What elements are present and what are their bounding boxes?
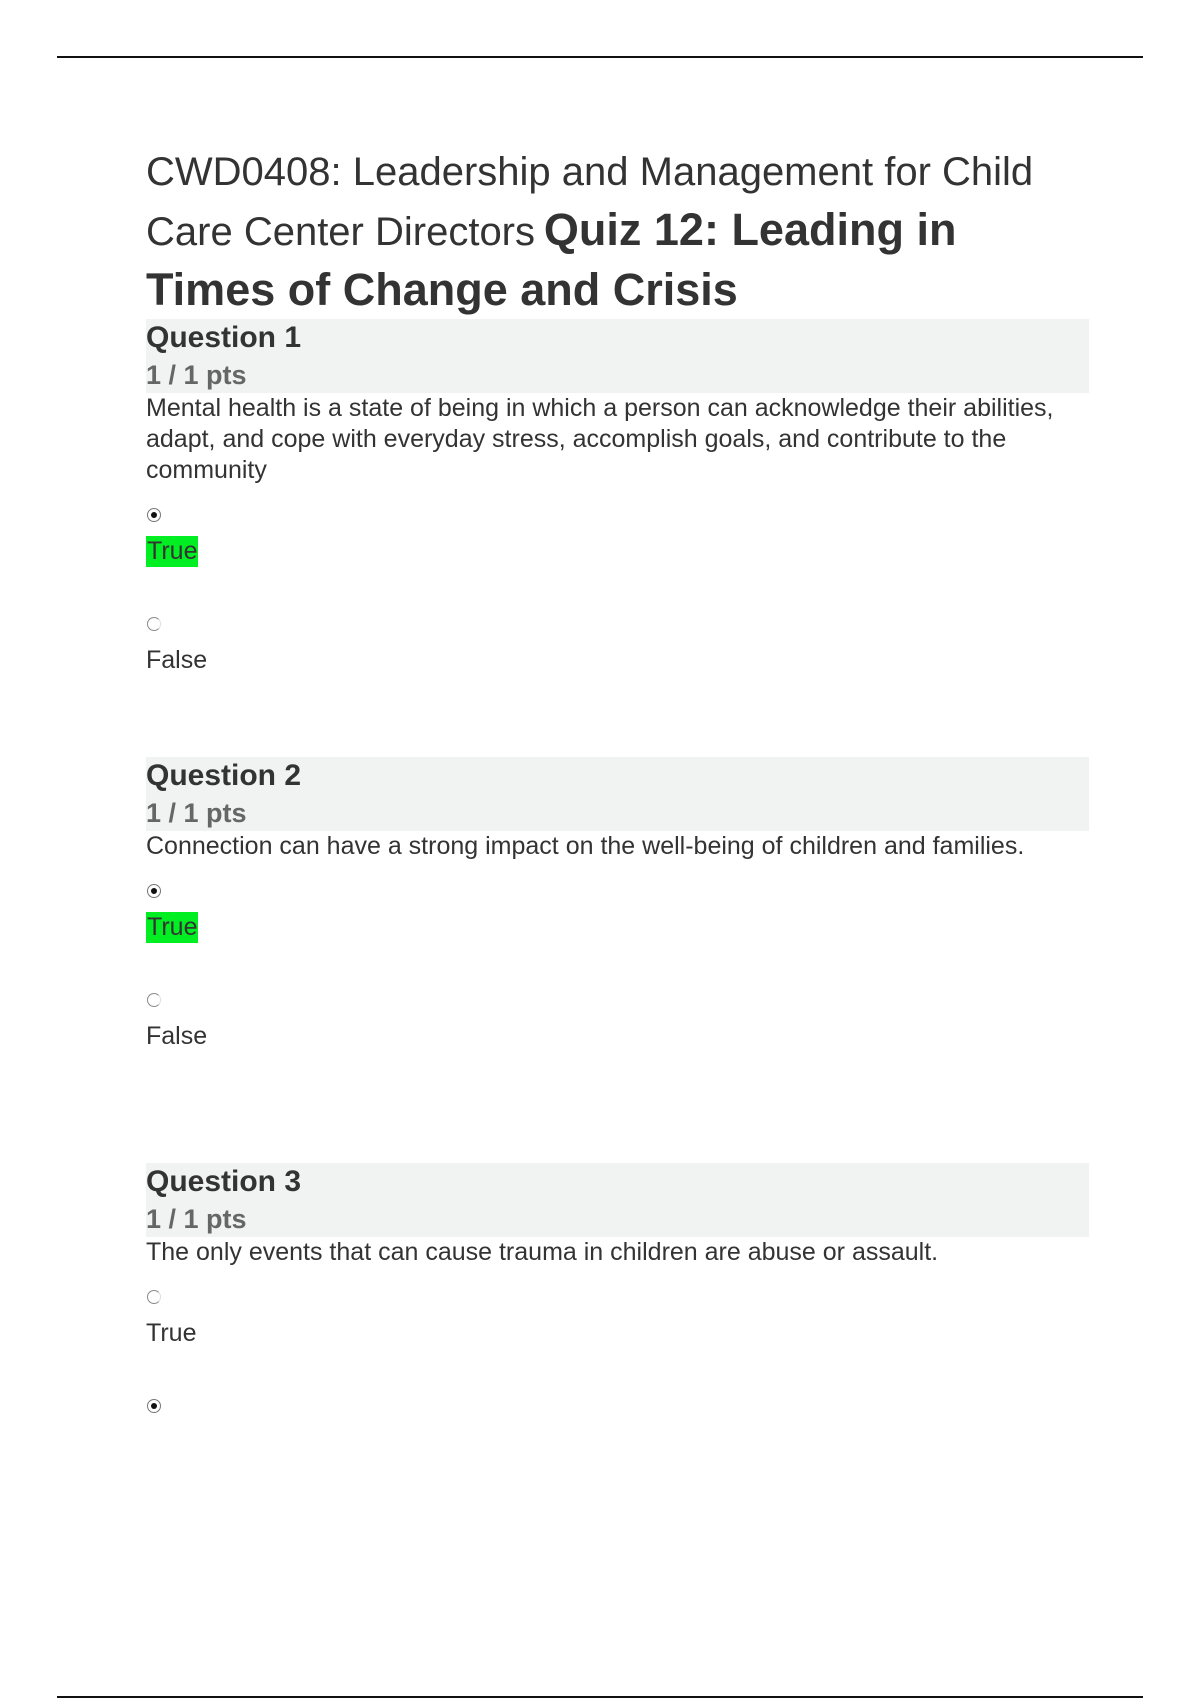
question-points: 1 / 1 pts — [146, 1204, 247, 1234]
answer-label: True — [146, 1319, 197, 1347]
question-points: 1 / 1 pts — [146, 360, 247, 390]
answer-option-false[interactable] — [146, 617, 1089, 703]
answer-option-true[interactable] — [146, 884, 1089, 970]
answer-label: True — [147, 913, 198, 941]
radio-unselected-icon[interactable] — [147, 617, 161, 631]
question-title: Question 3 — [146, 1165, 302, 1198]
answer-option-true[interactable] — [146, 1290, 1089, 1376]
course-title: CWD0408: Leadership and Management for Child Care Center Directors — [146, 150, 1034, 254]
question-title: Question 1 — [146, 321, 302, 354]
question-header — [146, 1163, 1089, 1237]
radio-selected-icon[interactable] — [147, 1399, 161, 1413]
quiz-document — [146, 145, 1089, 1347]
radio-selected-icon[interactable] — [147, 884, 161, 898]
question-text: Connection can have a strong impact on the well-being of children and families. — [146, 832, 1025, 860]
question-1 — [146, 319, 1089, 703]
question-points: 1 / 1 pts — [146, 798, 247, 828]
answer-option-second[interactable] — [146, 1399, 1089, 1485]
question-2 — [146, 757, 1089, 1079]
question-text: The only events that can cause trauma in children are abuse or assault. — [146, 1238, 939, 1266]
question-title: Question 2 — [146, 759, 302, 792]
question-text: Mental health is a state of being in which a person can acknowledge their abilities, adapt, and cope with everyday stress, accomplish goals, and contribute to the community — [146, 394, 1054, 484]
top-divider — [57, 56, 1143, 58]
answer-label: False — [146, 1022, 208, 1050]
answer-label: False — [146, 646, 208, 674]
answer-option-true[interactable] — [146, 508, 1089, 594]
question-header — [146, 757, 1089, 831]
radio-selected-icon[interactable] — [147, 508, 161, 522]
quiz-title: Quiz 12: Leading in Times of Change and Crisis — [146, 204, 957, 315]
radio-unselected-icon[interactable] — [147, 1290, 161, 1304]
document-title — [146, 145, 1089, 322]
question-3 — [146, 1163, 1089, 1485]
question-header — [146, 319, 1089, 393]
radio-unselected-icon[interactable] — [147, 993, 161, 1007]
bottom-divider — [57, 1696, 1143, 1698]
answer-option-false[interactable] — [146, 993, 1089, 1079]
answer-label: True — [147, 537, 198, 565]
